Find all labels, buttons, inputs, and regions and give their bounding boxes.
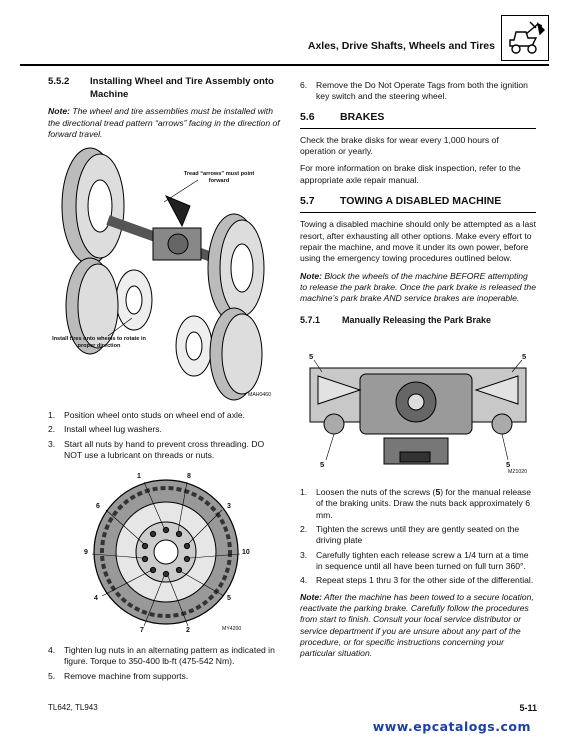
reactivate-brake-note: Note: After the machine has been towed to a secure location, reactivate the parking brake. Carefully follow the procedures from start to finish. Consult your local service distributor or service department if you are unsure about any part of the procedure, or for specific instructions concerning your particular situation. xyxy=(300,591,534,659)
differential-illustration xyxy=(300,354,536,478)
wheel-steps-a xyxy=(48,410,280,464)
right-column-top xyxy=(300,80,536,326)
callout-5-bottom-left: 5 xyxy=(320,460,325,469)
lug-label-1: 1 xyxy=(137,473,141,480)
park-brake-figure xyxy=(300,354,536,478)
figure-id-mz1020: MZ1020 xyxy=(508,469,528,475)
list-item: 2. Tighten the screws until they are gently seated on the driving plate xyxy=(300,524,520,546)
list-item: 3. Carefully tighten each release screw a 1/4 turn at a time in sequence until all have been turned on full turn 360°. xyxy=(300,549,529,572)
lug-label-9: 9 xyxy=(84,549,88,556)
section-56 xyxy=(300,111,536,129)
park-brake-steps xyxy=(300,487,536,660)
block-wheels-note: Note: Block the wheels of the machine BEFORE attempting to release the park brake. Once the park brake is released the machine’s park brake AND service brakes are inoperable. xyxy=(300,270,536,304)
left-column xyxy=(48,76,280,140)
wrench-loader-icon xyxy=(501,15,549,61)
lug-label-4: 4 xyxy=(94,595,98,602)
header-rule xyxy=(20,64,549,66)
callout-5-top-right: 5 xyxy=(522,352,527,361)
callout-5-top-left: 5 xyxy=(309,352,314,361)
section-rule xyxy=(300,212,536,213)
figure-id-mah0460: MAH0460 xyxy=(248,392,272,398)
lug-label-2: 2 xyxy=(186,627,190,634)
tread-arrows-label: Tread “arrows” must point forward xyxy=(183,171,255,184)
install-direction-label: Install tires onto wheels to rotate in proper direction xyxy=(52,336,146,349)
section-57-heading: 5.7 TOWING A DISABLED MACHINE xyxy=(300,195,502,208)
brakes-paragraph-1: Check the brake disks for wear every 1,000 hours of operation or yearly. xyxy=(300,134,499,157)
footer-model: TL642, TL943 xyxy=(48,703,98,712)
list-item: 5. Remove machine from supports. xyxy=(48,670,189,681)
footer-page-number: 5-11 xyxy=(519,703,537,713)
section-header-title: Axles, Drive Shafts, Wheels and Tires xyxy=(307,40,495,52)
wheel-direction-note: Note: The wheel and tire assemblies must be installed with the directional tread pattern “arrows” facing in the direction of forward travel. xyxy=(48,106,280,139)
list-item: 1. Position wheel onto studs on wheel end of axle. xyxy=(48,410,246,420)
section-rule xyxy=(300,128,536,129)
brakes-paragraph-2: For more information on brake disk inspection, refer to the appropriate axle repair manual. xyxy=(300,163,521,185)
tire-hub-illustration xyxy=(84,470,254,638)
section-56-heading: 5.6 BRAKES xyxy=(300,110,385,123)
lug-label-10: 10 xyxy=(242,549,250,556)
wheel-steps-b xyxy=(48,645,280,685)
lug-label-8: 8 xyxy=(187,473,191,480)
watermark-link[interactable]: www.epcatalogs.com xyxy=(372,719,531,734)
list-item: 2. Install wheel lug washers. xyxy=(48,424,162,435)
towing-paragraph: Towing a disabled machine should only be attempted as a last resort, after exhausting all other options. Make every effort to repair the machine, and move it under its own power, before using the emergency towing procedures outlined below. xyxy=(300,219,536,264)
figure-id-my4200: MY4200 xyxy=(222,626,242,632)
callout-5-bottom-right: 5 xyxy=(506,460,511,469)
section-57 xyxy=(300,195,536,213)
section-552-heading: 5.5.2 Installing Wheel and Tire Assembly onto Machine xyxy=(48,76,274,100)
lug-label-6: 6 xyxy=(96,503,100,510)
list-item: 4. Tighten lug nuts in an alternating pattern as indicated in figure. Torque to 350-400 lb-ft (475-542 Nm). xyxy=(48,645,275,667)
lug-label-7: 7 xyxy=(140,627,144,634)
lug-label-5: 5 xyxy=(227,595,231,602)
list-item: 4. Repeat steps 1 thru 3 for the other side of the differential. xyxy=(300,575,534,586)
lug-label-3: 3 xyxy=(227,503,231,510)
list-item: 6. Remove the Do Not Operate Tags from both the ignition key switch and the steering wheel. xyxy=(300,80,528,102)
list-item: 1. Loosen the nuts of the screws (5) for the manual release of the braking units. Draw the nuts back approximately 6 mm. xyxy=(300,487,531,520)
section-571-heading: 5.7.1 Manually Releasing the Park Brake xyxy=(300,314,492,325)
wheel-assembly-figure xyxy=(48,140,280,402)
list-item: 3. Start all nuts by hand to prevent cross threading. DO NOT use a lubricant on threads or nuts. xyxy=(48,438,265,461)
lug-nut-sequence-figure xyxy=(84,470,254,638)
